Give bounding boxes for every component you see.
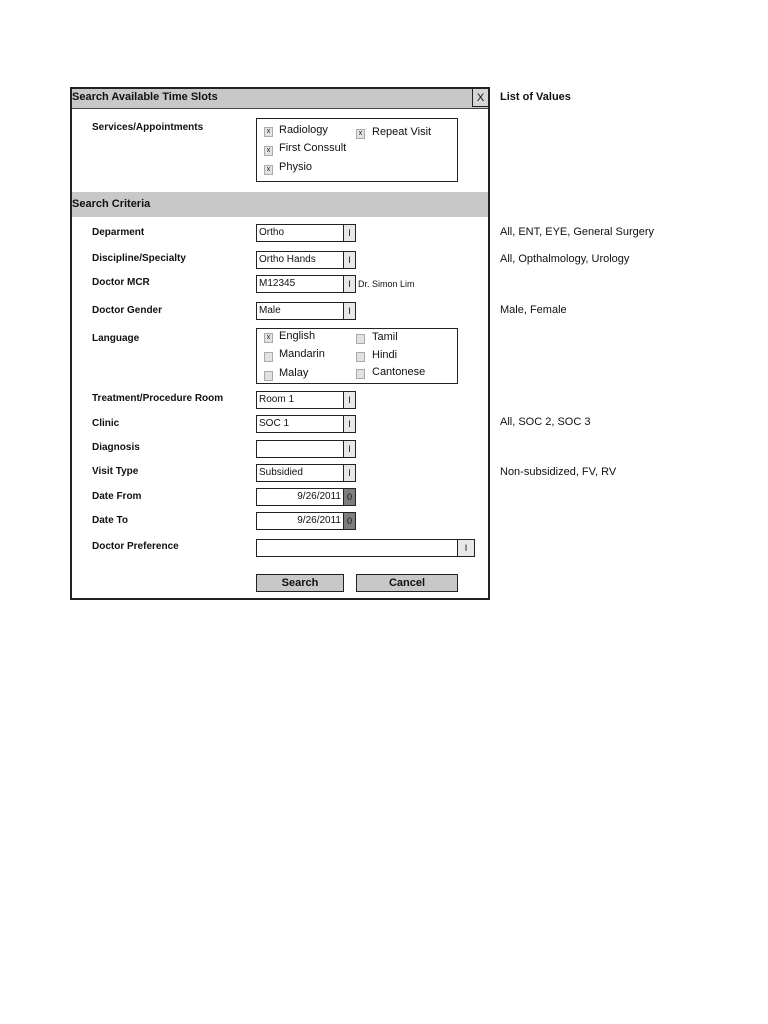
search-criteria-header — [72, 192, 488, 217]
visit-type-lov-button[interactable]: I — [343, 464, 356, 482]
language-checkbox-group — [256, 328, 458, 384]
checkbox-label-repeat-visit: Repeat Visit — [372, 126, 432, 138]
search-criteria-title: Search Criteria — [72, 198, 151, 210]
discipline-lov-button[interactable]: I — [343, 251, 356, 269]
date-from-calendar-button[interactable]: 0 — [343, 488, 356, 506]
cancel-button[interactable]: Cancel — [356, 574, 458, 592]
checkbox-label-tamil: Tamil — [372, 331, 398, 343]
department-lov-button[interactable]: I — [343, 224, 356, 242]
dialog-title: Search Available Time Slots — [72, 91, 218, 103]
date-to-label: Date To — [92, 515, 128, 526]
date-to-field[interactable]: 9/26/2011 — [256, 512, 344, 530]
checkbox-physio[interactable]: x — [264, 165, 273, 175]
treatment-room-lov-button[interactable]: I — [343, 391, 356, 409]
checkbox-tamil[interactable] — [356, 334, 365, 344]
checkbox-label-malay: Malay — [279, 367, 309, 379]
discipline-label: Discipline/Specialty — [92, 253, 186, 264]
checkbox-mandarin[interactable] — [264, 352, 273, 362]
dialog-titlebar — [72, 89, 488, 109]
checkbox-hindi[interactable] — [356, 352, 365, 362]
checkbox-malay[interactable] — [264, 371, 273, 381]
checkbox-cantonese[interactable] — [356, 369, 365, 379]
services-label: Services/Appointments — [92, 122, 204, 133]
diagnosis-lov-button[interactable]: I — [343, 440, 356, 458]
checkbox-label-physio: Physio — [279, 161, 313, 173]
doctor-preference-field[interactable] — [256, 539, 458, 557]
checkbox-radiology[interactable]: x — [264, 127, 273, 137]
visit-type-field[interactable]: Subsidied — [256, 464, 344, 482]
search-button[interactable]: Search — [256, 574, 344, 592]
search-time-slots-dialog — [70, 87, 490, 600]
checkbox-first-consult[interactable]: x — [264, 146, 273, 156]
discipline-field[interactable]: Ortho Hands — [256, 251, 344, 269]
lov-doctor-gender: Male, Female — [500, 304, 567, 316]
treatment-room-field[interactable]: Room 1 — [256, 391, 344, 409]
checkbox-label-hindi: Hindi — [372, 349, 398, 361]
doctor-name-text: Dr. Simon Lim — [358, 279, 415, 289]
checkbox-label-english: English — [279, 330, 316, 342]
doctor-preference-lov-button[interactable]: I — [457, 539, 475, 557]
checkbox-label-first-consult: First Conssult — [279, 142, 347, 154]
doctor-gender-lov-button[interactable]: I — [343, 302, 356, 320]
lov-discipline: All, Opthalmology, Urology — [500, 253, 630, 265]
list-of-values-title: List of Values — [500, 91, 571, 103]
date-from-label: Date From — [92, 491, 142, 502]
treatment-room-label: Treatment/Procedure Room — [92, 393, 224, 404]
checkbox-label-mandarin: Mandarin — [279, 348, 325, 360]
visit-type-label: Visit Type — [92, 466, 139, 477]
checkbox-repeat-visit[interactable]: x — [356, 129, 365, 139]
services-checkbox-group — [256, 118, 458, 182]
diagnosis-field[interactable] — [256, 440, 344, 458]
close-button[interactable]: X — [472, 88, 489, 107]
checkbox-label-radiology: Radiology — [279, 124, 328, 136]
doctor-mcr-label: Doctor MCR — [92, 277, 150, 288]
department-field[interactable]: Ortho — [256, 224, 344, 242]
doctor-preference-label: Doctor Preference — [92, 541, 179, 552]
doctor-gender-field[interactable]: Male — [256, 302, 344, 320]
department-label: Deparment — [92, 227, 145, 238]
diagnosis-label: Diagnosis — [92, 442, 140, 453]
date-from-field[interactable]: 9/26/2011 — [256, 488, 344, 506]
doctor-gender-label: Doctor Gender — [92, 305, 163, 316]
clinic-lov-button[interactable]: I — [343, 415, 356, 433]
language-label: Language — [92, 333, 140, 344]
doctor-mcr-lov-button[interactable]: I — [343, 275, 356, 293]
checkbox-label-cantonese: Cantonese — [372, 366, 426, 378]
date-to-calendar-button[interactable]: 0 — [343, 512, 356, 530]
doctor-mcr-field[interactable]: M12345 — [256, 275, 344, 293]
clinic-label: Clinic — [92, 418, 120, 429]
clinic-field[interactable]: SOC 1 — [256, 415, 344, 433]
lov-visit-type: Non-subsidized, FV, RV — [500, 466, 617, 478]
lov-clinic: All, SOC 2, SOC 3 — [500, 416, 591, 428]
lov-department: All, ENT, EYE, General Surgery — [500, 226, 655, 238]
checkbox-english[interactable]: x — [264, 333, 273, 343]
